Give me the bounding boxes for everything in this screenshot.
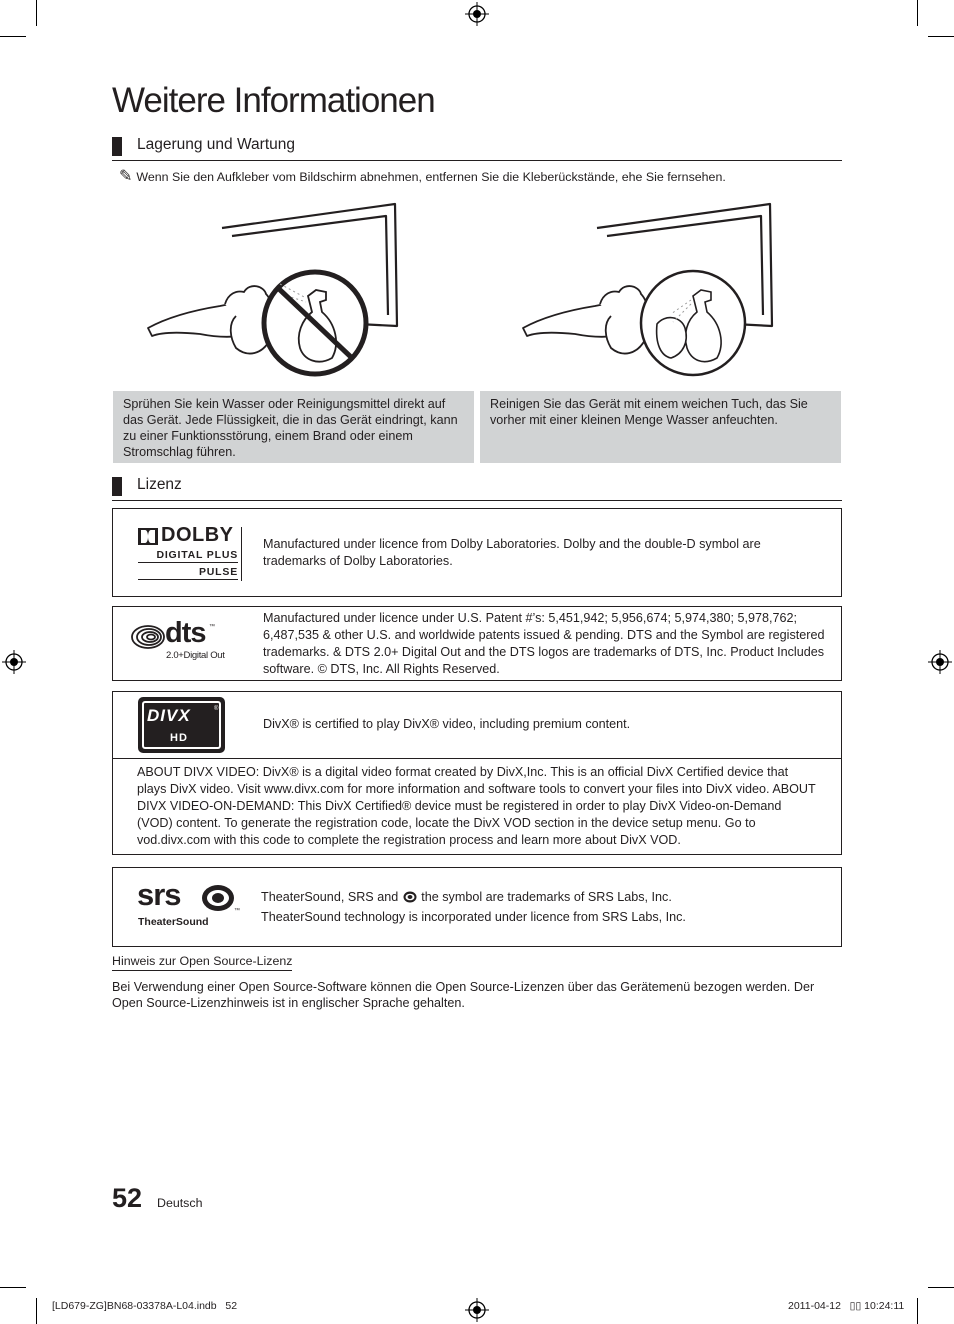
srs-word: srs — [137, 877, 181, 912]
crop-mark — [928, 36, 954, 37]
srs-sub: TheaterSound — [138, 916, 209, 928]
page-title: Weitere Informationen — [112, 81, 435, 120]
trademark-mark: ™ — [209, 624, 215, 630]
license-box-dts — [112, 606, 842, 681]
caption-no-spray: Sprühen Sie kein Wasser oder Reinigungsmittel direkt auf das Gerät. Jede Flüssigkeit, die in das Gerät eindringt, kann zu einer Funktionsstörung, einem Brand oder einem Stromschlag führen. — [113, 391, 474, 463]
srs-line-1 — [261, 889, 831, 906]
dolby-text: Manufactured under licence from Dolby Laboratories. Dolby and the double-D symbol are trademarks of Dolby Laboratories. — [263, 537, 761, 568]
crop-mark — [917, 0, 918, 26]
section-heading-storage — [112, 136, 842, 161]
open-source-heading: Hinweis zur Open Source-Lizenz — [112, 954, 292, 971]
page-language: Deutsch — [157, 1196, 203, 1210]
section-heading-text: Lagerung und Wartung — [137, 136, 295, 153]
registration-mark-icon — [465, 1298, 489, 1322]
registered-mark: ® — [214, 706, 219, 712]
pencil-note-icon: ✎ — [119, 168, 133, 185]
divx-divider — [113, 758, 841, 759]
crop-mark — [0, 1287, 26, 1288]
caption-soft-cloth: Reinigen Sie das Gerät mit einem weichen Tuch, das Sie vorher mit einer kleinen Menge Wasser anfeuchten. — [480, 391, 841, 463]
double-d-icon — [138, 528, 158, 545]
license-box-srs — [112, 867, 842, 947]
illustration-soft-cloth — [515, 198, 785, 382]
heading-bar — [112, 477, 122, 496]
license-box-divx — [112, 691, 842, 855]
footer-file: [LD679-ZG]BN68-03378A-L04.indb 52 — [52, 1300, 238, 1312]
divx-about-text: ABOUT DIVX VIDEO: DivX® is a digital video format created by DivX,Inc. This is an official DivX Certified device that plays DivX video. Visit www.divx.com for more information and software tools to convert your files into DivX video. ABOUT DIVX VIDEO-ON-DEMAND: This DivX Certified® device must be registered in order to play DivX Video-on-Demand (VOD) content. To generate the registration code, locate the DivX VOD section in the device setup menu. Go to vod.divx.com with this code to complete the registration process and learn more about DivX VOD. — [137, 765, 816, 847]
trademark-mark: ™ — [234, 908, 240, 914]
dts-word: dts — [165, 617, 206, 649]
crop-mark — [0, 36, 26, 37]
divx-logo — [138, 697, 225, 753]
registration-mark-icon — [2, 650, 26, 674]
crop-mark — [36, 1298, 37, 1324]
crop-mark — [36, 0, 37, 26]
dts-sub: 2.0+Digital Out — [166, 650, 225, 661]
srs-line-1-pre: TheaterSound, SRS and — [261, 890, 399, 904]
section-heading-text: Lizenz — [137, 476, 182, 493]
footer-timestamp: 2011-04-12 ▯▯ 10:24:11 — [788, 1300, 905, 1312]
dolby-logo — [138, 524, 240, 581]
srs-symbol-icon — [403, 891, 417, 903]
logo-divider — [241, 527, 242, 581]
divx-hd: HD — [170, 732, 188, 744]
dts-text: Manufactured under licence under U.S. Patent #’s: 5,451,942; 5,956,674; 5,974,380; 5,978,762; 6,487,535 & other U.S. and worldwide patents issued & pending. DTS and the Symbol are registered trademarks. & DTS 2.0+ Digital Out and the DTS logos are trademarks of DTS, Inc. Product Includes software. © DTS, Inc. All Rights Reserved. — [263, 611, 825, 676]
page-number: 52 — [112, 1183, 143, 1213]
registration-mark-icon — [928, 650, 952, 674]
dolby-word: DOLBY — [161, 524, 234, 546]
section-heading-license — [112, 476, 842, 501]
crop-mark — [928, 1287, 954, 1288]
srs-line-1-post: the symbol are trademarks of SRS Labs, Inc. — [421, 890, 672, 904]
registration-mark-icon — [465, 2, 489, 26]
srs-circle-icon — [200, 883, 236, 913]
open-source-text: Bei Verwendung einer Open Source-Software können die Open Source-Lizenzen über das Gerätemenü bezogen werden. Der Open Source-Lizenzhinweis ist in englischer Sprache gehalten. — [112, 980, 815, 1010]
divx-word: DIVX — [147, 706, 191, 725]
srs-line-2: TheaterSound technology is incorporated under licence from SRS Labs, Inc. — [261, 910, 686, 924]
license-box-dolby — [112, 508, 842, 597]
note-text: Wenn Sie den Aufkleber vom Bildschirm abnehmen, entfernen Sie die Kleberückstände, ehe Sie fernsehen. — [136, 170, 726, 184]
dts-symbol-icon — [131, 624, 165, 650]
note — [119, 166, 839, 186]
illustration-no-spray — [140, 198, 410, 382]
dolby-pulse: PULSE — [138, 566, 238, 580]
crop-mark — [917, 1298, 918, 1324]
heading-bar — [112, 137, 122, 156]
divx-text: DivX® is certified to play DivX® video, including premium content. — [263, 717, 631, 731]
dolby-digital-plus: DIGITAL PLUS — [138, 549, 238, 563]
